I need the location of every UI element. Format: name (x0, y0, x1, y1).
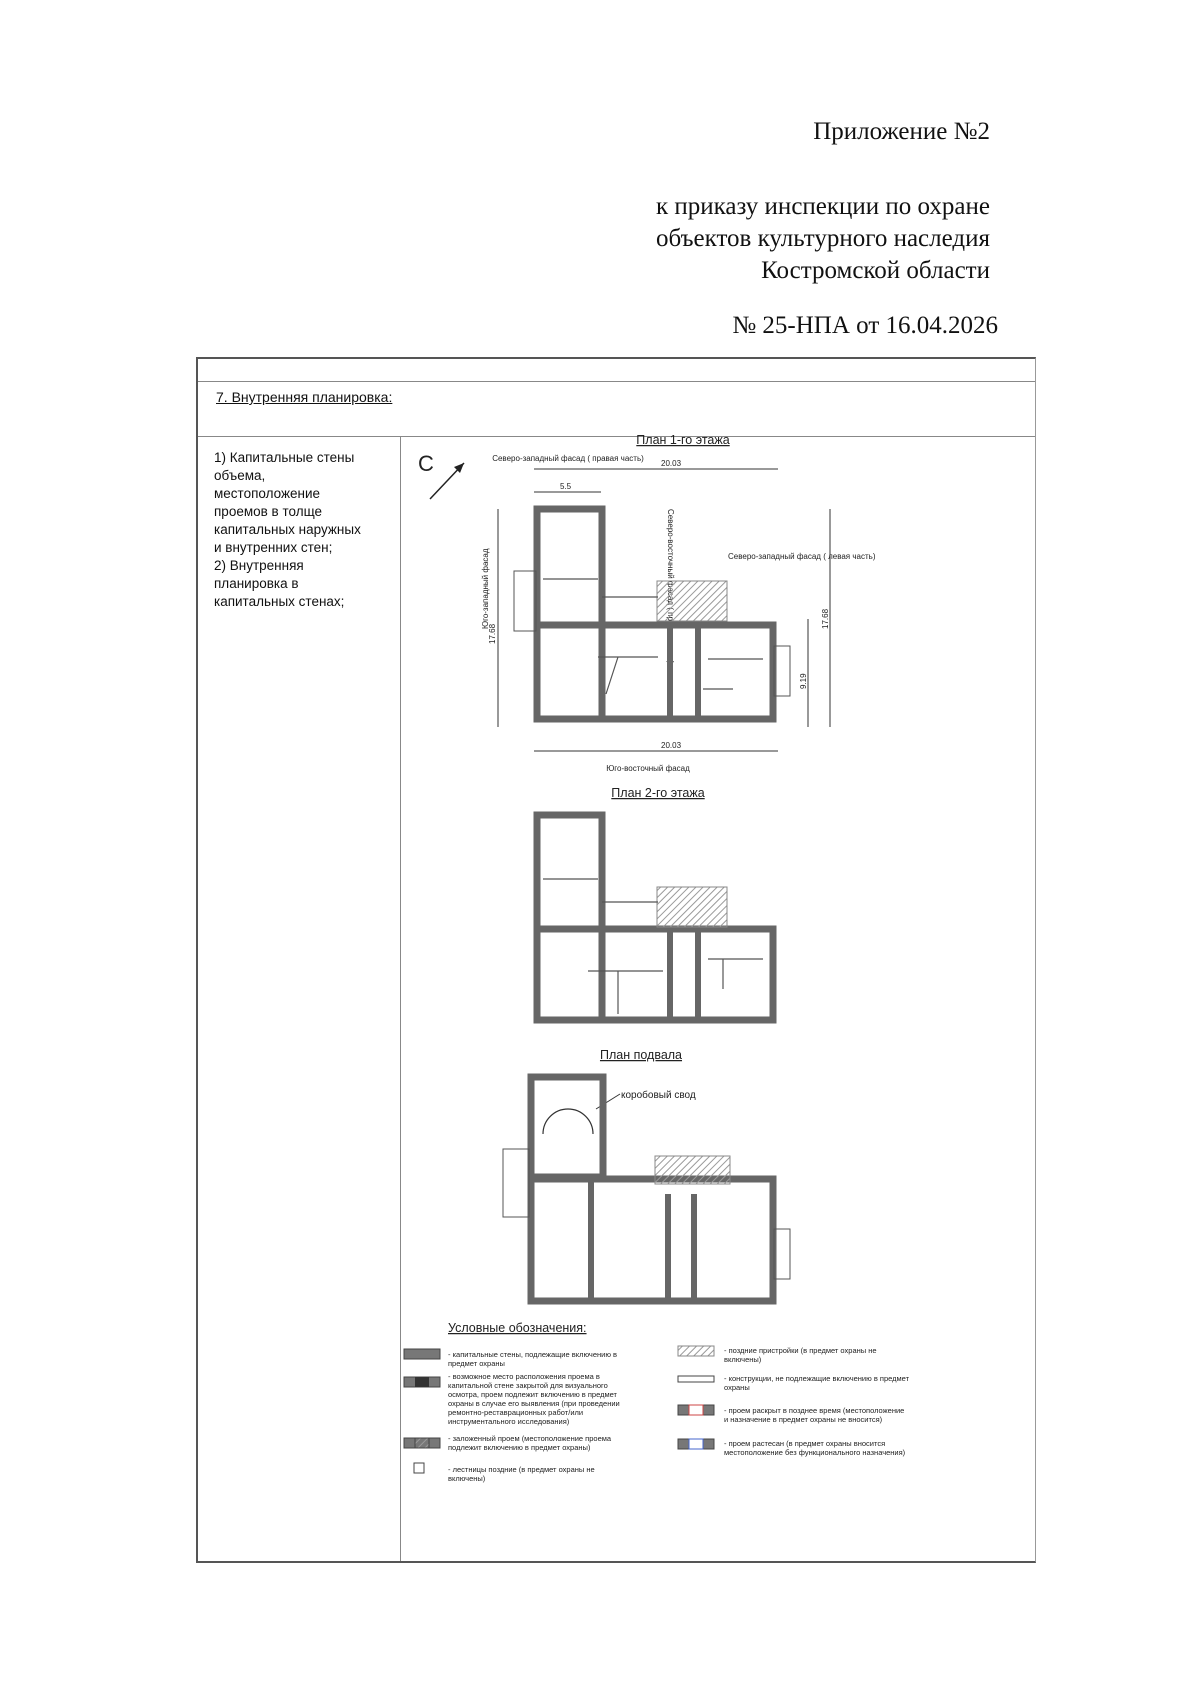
legend-item-opened-later (678, 1405, 904, 1424)
plan1-dim-left: 17.68 (488, 623, 497, 644)
svg-text:- поздние пристройки (в предме: - поздние пристройки (в предмет охраны не включены) (724, 1346, 877, 1364)
order-number: № 25-НПА от 16.04.2026 (732, 312, 998, 339)
plan-basement (503, 1048, 790, 1301)
legend-item-widened (678, 1439, 906, 1457)
plan1-dim-right: 17.68 (821, 608, 830, 629)
legend-item-filled-opening (404, 1434, 612, 1452)
plan1-nw-left: Северо-западный фасад ( левая часть) (728, 552, 876, 561)
svg-text:- заложенный проем (местополож: - заложенный проем (местоположение проема подлежит включению в предмет охраны) (448, 1434, 612, 1452)
svg-text:- капитальные стены, подлежащи: - капитальные стены, подлежащие включению в предмет охраны (448, 1350, 618, 1368)
floor-plans-drawing (198, 359, 1038, 1565)
svg-text:- проем растесан (в предмет ох: - проем растесан (в предмет охраны вносится местоположение без функционального назначения) (724, 1439, 906, 1457)
plan1-dim-right-inner: 9.19 (799, 673, 808, 689)
legend-title: Условные обозначения: (448, 1321, 587, 1335)
plan3-title: План подвала (599, 1048, 683, 1062)
legend-item-possible-opening (404, 1372, 620, 1426)
plan1-nw-right: Северо-западный фасад ( правая часть) (492, 454, 644, 463)
legend (404, 1321, 910, 1483)
plan-first-floor (481, 433, 876, 773)
order-line-3: Костромской области (761, 257, 990, 284)
svg-text:С: С (418, 451, 434, 476)
plan1-dim-top: 20.03 (661, 459, 682, 468)
drawing-sheet (196, 357, 1036, 1563)
plan1-se: Юго-восточный фасад (606, 764, 690, 773)
svg-text:- проем раскрыт в позднее врем: - проем раскрыт в позднее время (местоположение и назначение в предмет охраны не вносится) (724, 1406, 905, 1424)
legend-item-non-protected (678, 1374, 910, 1392)
plan1-dim-bottom: 20.03 (661, 741, 682, 750)
svg-text:- конструкции, не подлежащие в: - конструкции, не подлежащие включению в предмет охраны (724, 1374, 910, 1392)
order-line-1: к приказу инспекции по охране (655, 193, 990, 220)
order-reference (656, 191, 990, 287)
svg-text:- возможное место расположения: - возможное место расположения проема в капитальной стене закрытой для визуального осмотра, проем подлежит включению в предмет охраны в случае его выявления (при проведении ремонтно-реставрационных работ/или инструментального исследования) (448, 1372, 620, 1426)
plan1-sw: Юго-западный фасад (481, 548, 490, 629)
plan1-title: План 1-го этажа (636, 433, 730, 447)
plan-second-floor (537, 786, 773, 1020)
north-arrow-icon (418, 451, 464, 499)
legend-item-capital-walls (404, 1349, 617, 1368)
svg-text:- лестницы поздние (в предмет: - лестницы поздние (в предмет охраны не включены) (448, 1465, 595, 1483)
order-line-2: объектов культурного наследия (656, 225, 990, 252)
plan1-dim-wing: 5.5 (560, 482, 572, 491)
section-title: 7. Внутренняя планировка: (216, 389, 393, 405)
section-description: 1) Капитальные стены объема, местоположение проемов в толще капитальных наружных и внутренних стен; 2) Внутренняя планировка в капитальных стенах; (214, 450, 361, 609)
legend-item-late-additions (678, 1346, 877, 1364)
plan3-vault-label: коробовый свод (621, 1090, 696, 1101)
legend-item-late-stairs (414, 1463, 595, 1483)
appendix-number: Приложение №2 (813, 118, 990, 145)
plan2-title: План 2-го этажа (611, 786, 705, 800)
